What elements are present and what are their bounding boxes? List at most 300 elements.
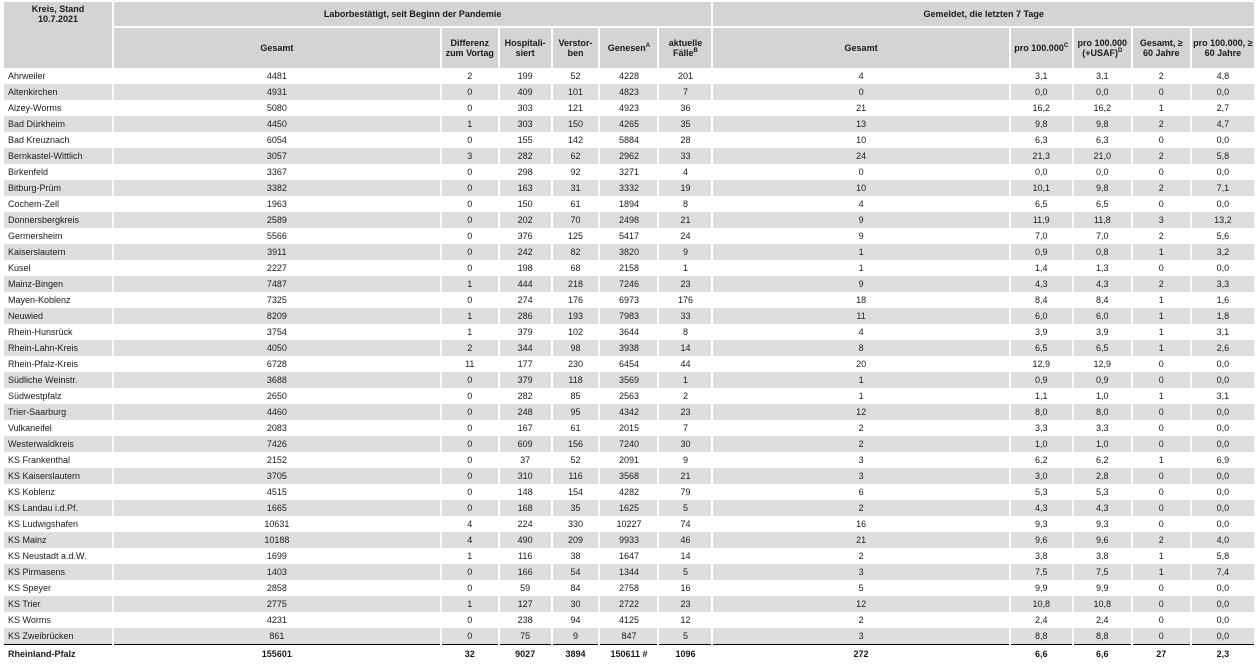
cell-genesen: 4282 [600, 484, 657, 500]
cell-differenz: 0 [442, 612, 498, 628]
cell-kreis: Kaiserslautern [4, 244, 112, 260]
cell-pro100k-usaf: 0,8 [1074, 244, 1131, 260]
table-row [4, 100, 1254, 116]
cell-differenz: 4 [442, 532, 498, 548]
cell-gesamt: 10631 [114, 516, 440, 532]
stand-date: 10.7.2021 [37, 14, 78, 24]
cell-verstorben: 176 [553, 292, 599, 308]
cell-pro100k: 5,3 [1011, 484, 1072, 500]
cell-hospitalisiert: 59 [500, 580, 551, 596]
cell-differenz: 3 [442, 148, 498, 164]
cell-pro100k-60: 0,0 [1192, 420, 1254, 436]
cell-gesamt: 1665 [114, 500, 440, 516]
cell-differenz: 32 [442, 644, 498, 663]
cell-pro100k: 3,3 [1011, 420, 1072, 436]
table-row [4, 500, 1254, 516]
cell-hospitalisiert: 199 [500, 68, 551, 84]
cell-verstorben: 121 [553, 100, 599, 116]
cell-gesamt-60: 2 [1133, 180, 1190, 196]
cell-gesamt: 4460 [114, 404, 440, 420]
cell-hospitalisiert: 163 [500, 180, 551, 196]
cell-pro100k-60: 6,9 [1192, 452, 1254, 468]
table-row [4, 596, 1254, 612]
cell-gesamt-7d: 18 [713, 292, 1008, 308]
cell-pro100k-60: 1,6 [1192, 292, 1254, 308]
cell-kreis: Rhein-Hunsrück [4, 324, 112, 340]
cell-aktuelle: 33 [659, 148, 711, 164]
cell-pro100k-60: 0,0 [1192, 628, 1254, 644]
cell-pro100k-usaf: 9,8 [1074, 116, 1131, 132]
cell-verstorben: 52 [553, 452, 599, 468]
cell-aktuelle: 5 [659, 628, 711, 644]
col-hospitalisiert: Hospitali-siert [500, 26, 551, 68]
cell-gesamt: 3911 [114, 244, 440, 260]
col-genesen [600, 26, 657, 68]
cell-hospitalisiert: 303 [500, 100, 551, 116]
cell-kreis: KS Koblenz [4, 484, 112, 500]
cell-gesamt: 3382 [114, 180, 440, 196]
cell-genesen: 3820 [600, 244, 657, 260]
cell-verstorben: 230 [553, 356, 599, 372]
table-row [4, 276, 1254, 292]
cell-gesamt-60: 2 [1133, 148, 1190, 164]
cell-genesen: 2498 [600, 212, 657, 228]
cell-gesamt: 10188 [114, 532, 440, 548]
cell-differenz: 0 [442, 212, 498, 228]
cell-aktuelle: 5 [659, 500, 711, 516]
cell-genesen: 6454 [600, 356, 657, 372]
cell-differenz: 2 [442, 68, 498, 84]
cell-differenz: 0 [442, 468, 498, 484]
cell-aktuelle: 23 [659, 276, 711, 292]
cell-pro100k-usaf: 6,0 [1074, 308, 1131, 324]
cell-differenz: 0 [442, 196, 498, 212]
cell-gesamt-7d: 4 [713, 68, 1008, 84]
table-row [4, 420, 1254, 436]
cell-verstorben: 95 [553, 404, 599, 420]
cell-gesamt: 7487 [114, 276, 440, 292]
cell-gesamt-60: 2 [1133, 532, 1190, 548]
table-row [4, 68, 1254, 84]
cell-gesamt-60: 0 [1133, 484, 1190, 500]
table-row [4, 196, 1254, 212]
cell-pro100k: 12,9 [1011, 356, 1072, 372]
cell-gesamt: 6728 [114, 356, 440, 372]
cell-kreis: Ahrweiler [4, 68, 112, 84]
cell-kreis: Rhein-Lahn-Kreis [4, 340, 112, 356]
cell-gesamt-7d: 1 [713, 260, 1008, 276]
cell-pro100k: 1,0 [1011, 436, 1072, 452]
footnote-c: C [1063, 43, 1069, 49]
cell-differenz: 0 [442, 100, 498, 116]
cell-pro100k: 7,0 [1011, 228, 1072, 244]
cell-verstorben: 154 [553, 484, 599, 500]
cell-aktuelle: 8 [659, 196, 711, 212]
cell-aktuelle: 14 [659, 340, 711, 356]
cell-aktuelle: 201 [659, 68, 711, 84]
cell-aktuelle: 14 [659, 548, 711, 564]
cell-kreis: Bad Dürkheim [4, 116, 112, 132]
cell-differenz: 0 [442, 244, 498, 260]
cell-aktuelle: 21 [659, 212, 711, 228]
cell-pro100k: 3,9 [1011, 324, 1072, 340]
cell-gesamt: 2775 [114, 596, 440, 612]
table-row [4, 180, 1254, 196]
cell-hospitalisiert: 168 [500, 500, 551, 516]
cell-verstorben: 150 [553, 116, 599, 132]
table-row [4, 548, 1254, 564]
cell-gesamt: 3367 [114, 164, 440, 180]
cell-pro100k-usaf: 11,8 [1074, 212, 1131, 228]
cell-pro100k-usaf: 8,0 [1074, 404, 1131, 420]
cell-pro100k-usaf: 9,8 [1074, 180, 1131, 196]
cell-pro100k-60: 0,0 [1192, 516, 1254, 532]
cell-gesamt-60: 2 [1133, 228, 1190, 244]
cell-gesamt-60: 0 [1133, 628, 1190, 644]
cell-pro100k: 9,8 [1011, 116, 1072, 132]
cell-genesen: 4265 [600, 116, 657, 132]
cell-verstorben: 125 [553, 228, 599, 244]
cell-pro100k: 0,0 [1011, 84, 1072, 100]
cell-genesen: 2758 [600, 580, 657, 596]
cell-gesamt-60: 1 [1133, 100, 1190, 116]
cell-aktuelle: 19 [659, 180, 711, 196]
cell-differenz: 1 [442, 276, 498, 292]
cell-pro100k-usaf: 8,8 [1074, 628, 1131, 644]
col-aktuelle [659, 26, 711, 68]
cell-gesamt-7d: 3 [713, 628, 1008, 644]
cell-hospitalisiert: 177 [500, 356, 551, 372]
cell-gesamt-60: 1 [1133, 308, 1190, 324]
cell-hospitalisiert: 242 [500, 244, 551, 260]
cell-aktuelle: 21 [659, 468, 711, 484]
cell-pro100k-usaf: 16,2 [1074, 100, 1131, 116]
cell-genesen: 7246 [600, 276, 657, 292]
cell-gesamt-60: 0 [1133, 196, 1190, 212]
cell-pro100k-60: 0,0 [1192, 500, 1254, 516]
cell-gesamt-60: 1 [1133, 292, 1190, 308]
cell-aktuelle: 9 [659, 244, 711, 260]
cell-verstorben: 118 [553, 372, 599, 388]
cell-pro100k-usaf: 1,0 [1074, 436, 1131, 452]
cell-aktuelle: 7 [659, 420, 711, 436]
kreis-header [4, 0, 112, 68]
cell-aktuelle: 7 [659, 84, 711, 100]
cell-pro100k-usaf: 6,6 [1074, 644, 1131, 663]
cell-verstorben: 52 [553, 68, 599, 84]
cell-pro100k-60: 2,3 [1192, 644, 1254, 663]
cell-gesamt: 8209 [114, 308, 440, 324]
cell-hospitalisiert: 248 [500, 404, 551, 420]
cell-hospitalisiert: 155 [500, 132, 551, 148]
cell-pro100k: 6,0 [1011, 308, 1072, 324]
cell-pro100k-60: 0,0 [1192, 596, 1254, 612]
cell-pro100k: 0,9 [1011, 372, 1072, 388]
cell-hospitalisiert: 298 [500, 164, 551, 180]
cell-genesen: 3644 [600, 324, 657, 340]
cell-verstorben: 62 [553, 148, 599, 164]
cell-pro100k: 9,6 [1011, 532, 1072, 548]
cell-kreis: Mainz-Bingen [4, 276, 112, 292]
cell-kreis: Altenkirchen [4, 84, 112, 100]
cell-verstorben: 54 [553, 564, 599, 580]
cell-hospitalisiert: 238 [500, 612, 551, 628]
cell-genesen: 2962 [600, 148, 657, 164]
cell-hospitalisiert: 282 [500, 148, 551, 164]
cell-kreis: Birkenfeld [4, 164, 112, 180]
cell-differenz: 0 [442, 292, 498, 308]
cell-pro100k-usaf: 1,3 [1074, 260, 1131, 276]
table-row [4, 148, 1254, 164]
cell-aktuelle: 5 [659, 564, 711, 580]
cell-pro100k-usaf: 0,0 [1074, 164, 1131, 180]
cell-pro100k-usaf: 7,0 [1074, 228, 1131, 244]
cell-pro100k-usaf: 21,0 [1074, 148, 1131, 164]
cell-kreis: Kusel [4, 260, 112, 276]
cell-gesamt: 7426 [114, 436, 440, 452]
cell-verstorben: 68 [553, 260, 599, 276]
cell-differenz: 0 [442, 484, 498, 500]
cell-pro100k-60: 7,4 [1192, 564, 1254, 580]
cell-pro100k-60: 4,0 [1192, 532, 1254, 548]
table-row [4, 452, 1254, 468]
cell-pro100k: 10,1 [1011, 180, 1072, 196]
cell-pro100k-usaf: 3,9 [1074, 324, 1131, 340]
cell-gesamt: 4450 [114, 116, 440, 132]
cell-pro100k-60: 3,3 [1192, 276, 1254, 292]
cell-gesamt-60: 2 [1133, 116, 1190, 132]
cell-gesamt-7d: 2 [713, 420, 1008, 436]
cell-gesamt-7d: 8 [713, 340, 1008, 356]
cell-genesen: 1625 [600, 500, 657, 516]
cell-pro100k: 11,9 [1011, 212, 1072, 228]
cell-gesamt-7d: 3 [713, 468, 1008, 484]
cell-hospitalisiert: 286 [500, 308, 551, 324]
cell-kreis: Trier-Saarburg [4, 404, 112, 420]
cell-gesamt-7d: 2 [713, 436, 1008, 452]
cell-aktuelle: 9 [659, 452, 711, 468]
cell-kreis: Bad Kreuznach [4, 132, 112, 148]
table-row [4, 468, 1254, 484]
table-row [4, 308, 1254, 324]
cell-pro100k-usaf: 6,2 [1074, 452, 1131, 468]
cell-genesen: 10227 [600, 516, 657, 532]
cell-pro100k-usaf: 10,8 [1074, 596, 1131, 612]
col-pro100k-usaf-label: pro 100.000 (+USAF) [1077, 38, 1128, 58]
cell-kreis: Westerwaldkreis [4, 436, 112, 452]
cell-kreis: KS Speyer [4, 580, 112, 596]
cell-genesen: 1647 [600, 548, 657, 564]
table-row [4, 628, 1254, 644]
cell-differenz: 1 [442, 308, 498, 324]
cell-kreis: KS Ludwigshafen [4, 516, 112, 532]
cell-differenz: 0 [442, 180, 498, 196]
cell-pro100k-usaf: 3,3 [1074, 420, 1131, 436]
cell-gesamt-7d: 2 [713, 612, 1008, 628]
cell-aktuelle: 1 [659, 372, 711, 388]
cell-pro100k-usaf: 6,5 [1074, 196, 1131, 212]
cell-differenz: 0 [442, 436, 498, 452]
cell-gesamt-7d: 21 [713, 100, 1008, 116]
cell-differenz: 0 [442, 228, 498, 244]
cell-differenz: 0 [442, 580, 498, 596]
cell-gesamt: 4515 [114, 484, 440, 500]
cell-genesen: 3271 [600, 164, 657, 180]
table-row [4, 164, 1254, 180]
cell-pro100k-60: 0,0 [1192, 436, 1254, 452]
col-pro100k-usaf [1074, 26, 1131, 68]
cell-gesamt: 2083 [114, 420, 440, 436]
cell-gesamt-7d: 10 [713, 180, 1008, 196]
cell-pro100k-60: 0,0 [1192, 356, 1254, 372]
cell-gesamt-7d: 24 [713, 148, 1008, 164]
cell-gesamt-60: 0 [1133, 596, 1190, 612]
cell-pro100k: 4,3 [1011, 276, 1072, 292]
cell-hospitalisiert: 150 [500, 196, 551, 212]
cell-gesamt: 1403 [114, 564, 440, 580]
cell-gesamt: 7325 [114, 292, 440, 308]
table-row [4, 132, 1254, 148]
cell-aktuelle: 4 [659, 164, 711, 180]
cell-gesamt-60: 0 [1133, 404, 1190, 420]
cell-verstorben: 330 [553, 516, 599, 532]
cell-differenz: 0 [442, 372, 498, 388]
cell-hospitalisiert: 198 [500, 260, 551, 276]
cell-pro100k-60: 5,8 [1192, 548, 1254, 564]
cell-hospitalisiert: 376 [500, 228, 551, 244]
kreis-stand-label: Kreis, Stand [31, 4, 85, 14]
cell-gesamt: 3688 [114, 372, 440, 388]
table-row [4, 532, 1254, 548]
cell-gesamt-60: 1 [1133, 564, 1190, 580]
cell-pro100k-usaf: 3,8 [1074, 548, 1131, 564]
table-row [4, 436, 1254, 452]
cell-pro100k: 1,1 [1011, 388, 1072, 404]
cell-gesamt-60: 1 [1133, 452, 1190, 468]
cell-gesamt-60: 1 [1133, 548, 1190, 564]
col-pro100k-60: pro 100.000, ≥ 60 Jahre [1192, 26, 1254, 68]
cell-verstorben: 102 [553, 324, 599, 340]
cell-gesamt: 5566 [114, 228, 440, 244]
cell-gesamt-7d: 272 [713, 644, 1008, 663]
cell-gesamt-7d: 10 [713, 132, 1008, 148]
cell-pro100k-60: 4,8 [1192, 68, 1254, 84]
cell-differenz: 0 [442, 628, 498, 644]
cell-differenz: 2 [442, 340, 498, 356]
cell-verstorben: 101 [553, 84, 599, 100]
cell-pro100k-60: 0,0 [1192, 484, 1254, 500]
cell-pro100k-60: 2,6 [1192, 340, 1254, 356]
cell-genesen: 4923 [600, 100, 657, 116]
cell-aktuelle: 79 [659, 484, 711, 500]
cell-aktuelle: 44 [659, 356, 711, 372]
cell-kreis: KS Trier [4, 596, 112, 612]
cell-aktuelle: 33 [659, 308, 711, 324]
table-row [4, 404, 1254, 420]
cell-differenz: 0 [442, 164, 498, 180]
cell-pro100k-usaf: 1,0 [1074, 388, 1131, 404]
cell-verstorben: 98 [553, 340, 599, 356]
col-gesamt-7d: Gesamt [713, 26, 1008, 68]
cell-pro100k: 9,3 [1011, 516, 1072, 532]
cell-gesamt-60: 27 [1133, 644, 1190, 663]
cell-kreis: Rheinland-Pfalz [4, 644, 112, 663]
lab-group-header: Laborbestätigt, seit Beginn der Pandemie [114, 0, 712, 26]
cell-gesamt-60: 0 [1133, 84, 1190, 100]
cell-pro100k-60: 0,0 [1192, 132, 1254, 148]
cell-kreis: KS Landau i.d.Pf. [4, 500, 112, 516]
cell-gesamt-7d: 1 [713, 388, 1008, 404]
table-row [4, 388, 1254, 404]
cell-differenz: 4 [442, 516, 498, 532]
cell-gesamt-7d: 1 [713, 372, 1008, 388]
cell-differenz: 0 [442, 500, 498, 516]
cell-pro100k-60: 4,7 [1192, 116, 1254, 132]
cell-gesamt-7d: 12 [713, 596, 1008, 612]
cell-gesamt: 2650 [114, 388, 440, 404]
cell-kreis: Bitburg-Prüm [4, 180, 112, 196]
cell-pro100k: 8,0 [1011, 404, 1072, 420]
cell-gesamt-60: 1 [1133, 244, 1190, 260]
table-row [4, 244, 1254, 260]
cell-differenz: 1 [442, 548, 498, 564]
table-row [4, 84, 1254, 100]
cell-genesen: 2091 [600, 452, 657, 468]
cell-verstorben: 35 [553, 500, 599, 516]
table-row [4, 356, 1254, 372]
cell-aktuelle: 36 [659, 100, 711, 116]
cell-differenz: 0 [442, 420, 498, 436]
table-body [4, 68, 1254, 663]
cell-aktuelle: 28 [659, 132, 711, 148]
cell-hospitalisiert: 303 [500, 116, 551, 132]
col-gesamt-60: Gesamt, ≥ 60 Jahre [1133, 26, 1190, 68]
cell-differenz: 0 [442, 452, 498, 468]
cell-gesamt: 2227 [114, 260, 440, 276]
cell-pro100k: 6,5 [1011, 340, 1072, 356]
cell-verstorben: 156 [553, 436, 599, 452]
cell-gesamt-60: 0 [1133, 420, 1190, 436]
cell-pro100k: 3,8 [1011, 548, 1072, 564]
covid-table [2, 0, 1256, 663]
cell-differenz: 0 [442, 84, 498, 100]
cell-pro100k-60: 5,8 [1192, 148, 1254, 164]
cell-aktuelle: 1 [659, 260, 711, 276]
cell-kreis: Bernkastel-Wittlich [4, 148, 112, 164]
cell-pro100k-60: 0,0 [1192, 372, 1254, 388]
cell-verstorben: 31 [553, 180, 599, 196]
cell-verstorben: 92 [553, 164, 599, 180]
cell-gesamt-7d: 9 [713, 228, 1008, 244]
cell-kreis: Donnersbergkreis [4, 212, 112, 228]
cell-differenz: 0 [442, 260, 498, 276]
cell-genesen: 2015 [600, 420, 657, 436]
cell-kreis: KS Kaiserslautern [4, 468, 112, 484]
cell-pro100k-60: 2,7 [1192, 100, 1254, 116]
table-row [4, 372, 1254, 388]
cell-kreis: Neuwied [4, 308, 112, 324]
cell-kreis: Germersheim [4, 228, 112, 244]
cell-aktuelle: 23 [659, 596, 711, 612]
cell-pro100k-60: 0,0 [1192, 612, 1254, 628]
table-row [4, 260, 1254, 276]
cell-gesamt: 4931 [114, 84, 440, 100]
cell-gesamt-7d: 4 [713, 196, 1008, 212]
cell-kreis: KS Frankenthal [4, 452, 112, 468]
col-differenz: Differenz zum Vortag [442, 26, 498, 68]
cell-kreis: KS Neustadt a.d.W. [4, 548, 112, 564]
cell-pro100k: 8,4 [1011, 292, 1072, 308]
